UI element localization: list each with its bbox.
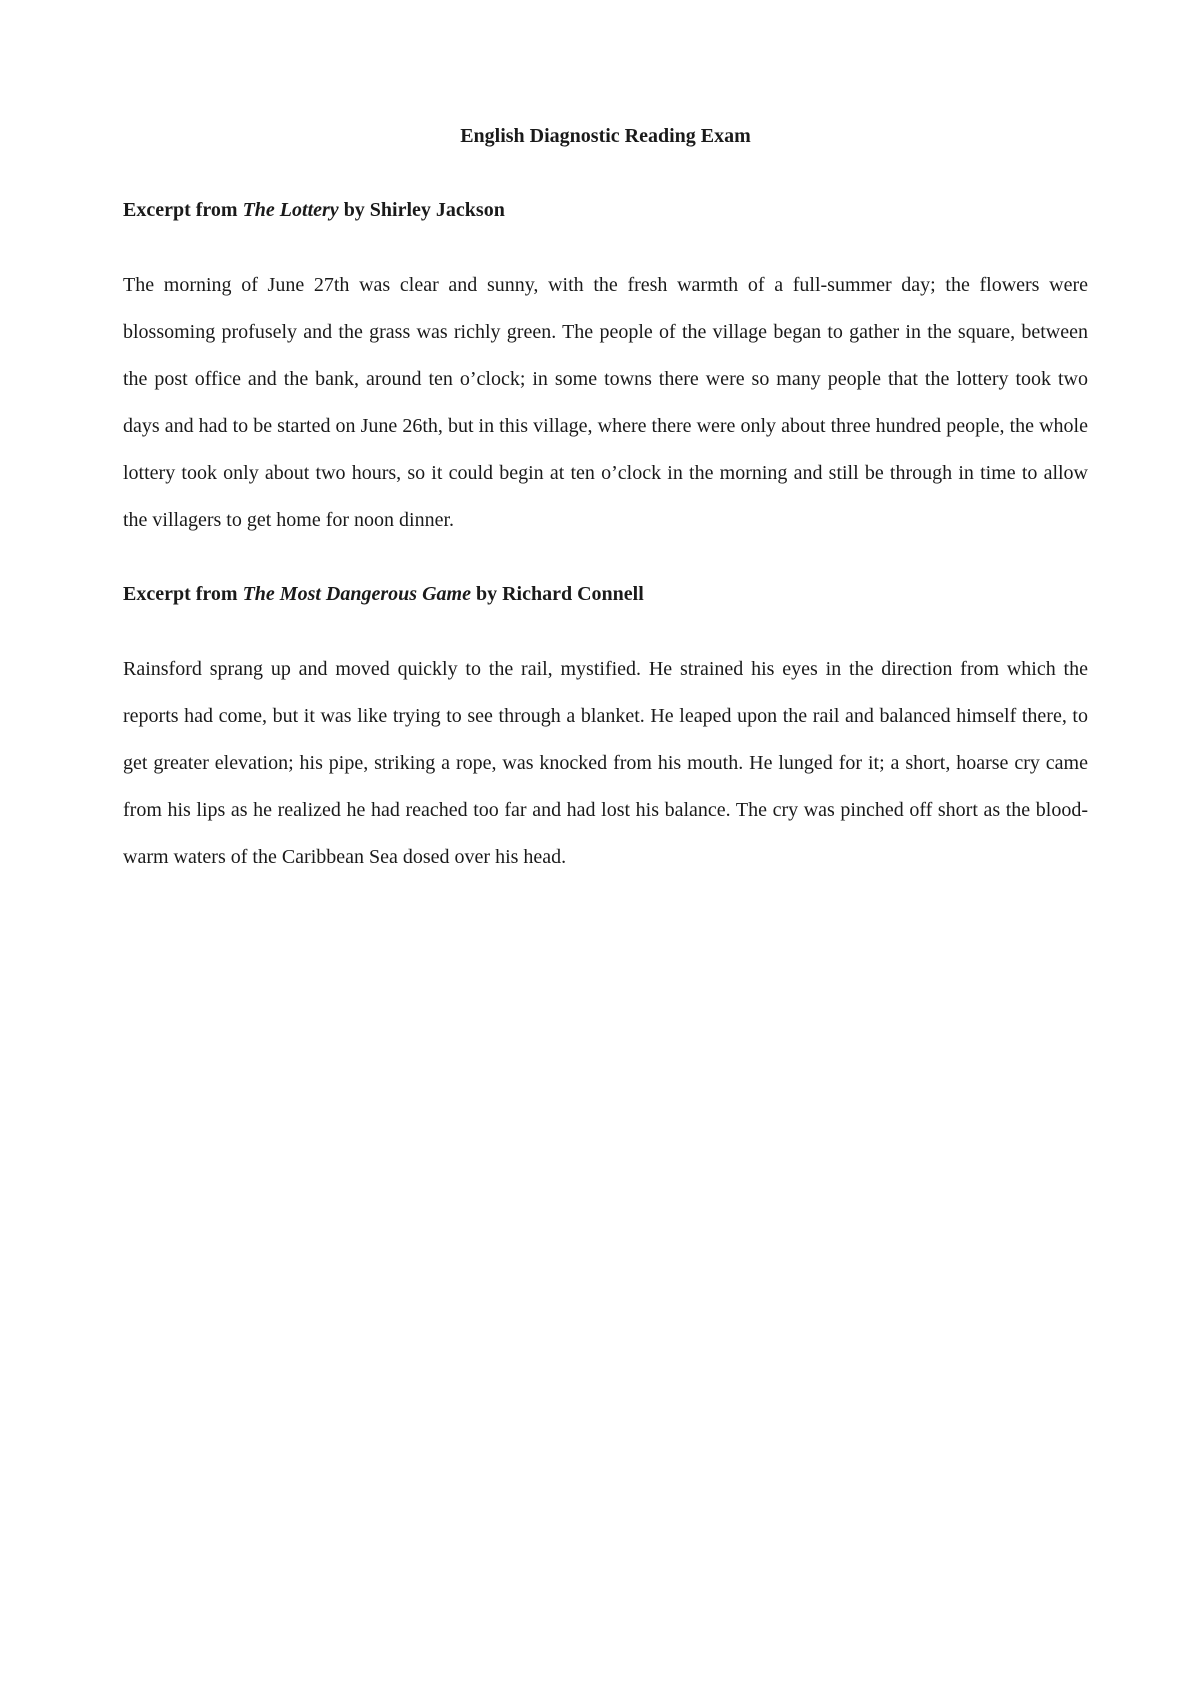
work-title: The Most Dangerous Game	[242, 583, 471, 605]
heading-prefix: Excerpt from	[123, 583, 243, 605]
heading-prefix: Excerpt from	[123, 199, 243, 221]
document-body	[123, 118, 1088, 913]
heading-author: by Richard Connell	[470, 583, 644, 605]
heading-author: by Shirley Jackson	[338, 199, 505, 221]
excerpt-paragraph-dangerous-game: Rainsford sprang up and moved quickly to the rail, mystified. He strained his eyes in the direction from which the reports had come, but it was like trying to see through a blanket. He leaped upon the rail and balanced himself there, to get greater elevation; his pipe, striking a rope, was knocked from his mouth. He lunged for it; a short, hoarse cry came from his lips as he realized he had reached too far and had lost his balance. The cry was pinched off short as the blood-warm waters of the Caribbean Sea dosed over his head.	[123, 658, 1088, 868]
page-title: English Diagnostic Reading Exam	[460, 125, 751, 147]
excerpt-heading-lottery	[123, 192, 1088, 228]
excerpt-heading-dangerous-game	[123, 576, 1088, 612]
work-title: The Lottery	[242, 199, 339, 221]
excerpt-paragraph-lottery: The morning of June 27th was clear and sunny, with the fresh warmth of a full-summer day; the flowers were blossoming profusely and the grass was richly green. The people of the village began to gather in the square, between the post office and the bank, around ten o’clock; in some towns there were so many people that the lottery took two days and had to be started on June 26th, but in this village, where there were only about three hundred people, the whole lottery took only about two hours, so it could begin at ten o’clock in the morning and still be through in time to allow the villagers to get home for noon dinner.	[123, 274, 1088, 531]
